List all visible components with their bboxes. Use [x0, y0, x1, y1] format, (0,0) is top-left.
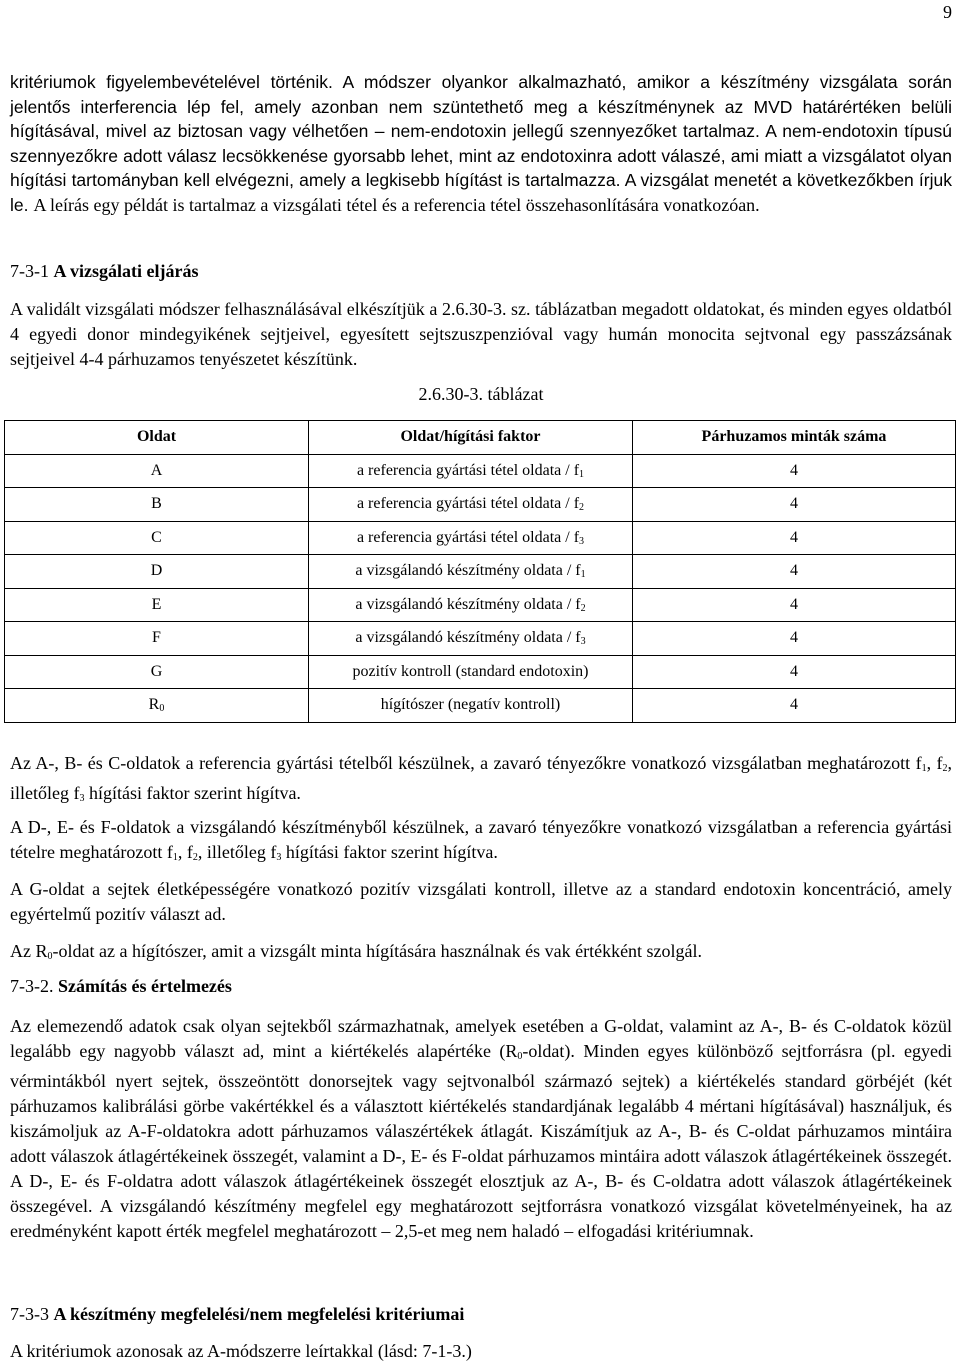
paragraph-abc-solutions: Az A-, B- és C-oldatok a referencia gyártási tételből készülnek, a zavaró tényezőkre vonatkozó vizsgálatban meghatározott $f_1$, $f_2$, illetőleg $f_3$ hígítási faktor szerint hígítva.: [10, 753, 953, 804]
cell-oldat: G: [5, 655, 309, 689]
table-row: [5, 555, 956, 589]
cell-count: 4: [633, 622, 956, 656]
cell-count: 4: [633, 521, 956, 555]
cell-oldat: C: [5, 521, 309, 555]
cell-desc: pozitív kontroll (standard endotoxin): [309, 655, 633, 689]
cell-count: 4: [633, 454, 956, 488]
cell-desc: a referencia gyártási tétel oldata / $f_2$: [309, 488, 633, 522]
page-number: 9: [943, 2, 952, 22]
header-replicates: Párhuzamos minták száma: [633, 421, 956, 455]
table-row: [5, 521, 956, 555]
cell-desc: a vizsgálandó készítmény oldata / $f_2$: [309, 588, 633, 622]
cell-oldat: D: [5, 555, 309, 589]
cell-desc: hígítószer (negatív kontroll): [309, 689, 633, 723]
section-heading-7-3-2: [10, 976, 232, 997]
table-row: [5, 488, 956, 522]
table-row: [5, 655, 956, 689]
cell-desc: a vizsgálandó készítmény oldata / $f_1$: [309, 555, 633, 589]
section-heading-7-3-1: [10, 261, 198, 282]
intro-text-1: kritériumok figyelembevételével történik. A módszer olyankor alkalmazható, amikor a készítmény vizsgálata során jelentős interferencia lép fel, amely azonban nem szüntethető meg a készítménynek az MVD határértéken belüli hígításával, mivel az biztosan vagy vélhetően – nem-endotoxin jellegű szennyezőket tartalmaz. A nem-endotoxin típusú szennyezőkre adott válasz lecsökkenése gyorsabb lehet, mint az endotoxinra adott válaszé, ami miatt a vizsgálatot olyan hígítási tartományban kell elvégezni, amely a legkisebb hígítást is tartalmazza. A vizsgálat menetét a következőkben írjuk le.: [10, 72, 952, 215]
paragraph-r0-solution: Az $R_0$-oldat az a hígítószer, amit a vizsgált minta hígítására használnak és vak értékként szolgál.: [10, 941, 703, 962]
paragraph-7-3-1: A validált vizsgálati módszer felhasználásával elkészítjük a 2.6.30-3. sz. táblázatban megadott oldatokat, és minden egyes oldatból 4 egyedi donor mindegyikének sejtjeivel, egyesített sejtszuszpenzióval vagy humán monocita sejtvonal egy passzázsának sejtjeivel 4-4 párhuzamos tenyészetet készítünk.: [10, 299, 952, 369]
cell-desc: a vizsgálandó készítmény oldata / $f_3$: [309, 622, 633, 656]
paragraph-7-3-3: A kritériumok azonosak az A-módszerre leírtakkal (lásd: 7-1-3.): [10, 1341, 472, 1361]
intro-text-2: A leírás egy példát is tartalmaz a vizsgálati tétel és a referencia tétel összehasonlítására vonatkozóan.: [33, 194, 760, 215]
section-title: A készítmény megfelelési/nem megfelelési kritériumai: [53, 1304, 465, 1324]
table-header-row: [5, 421, 956, 455]
section-title: A vizsgálati eljárás: [53, 261, 199, 281]
cell-count: 4: [633, 655, 956, 689]
cell-oldat: F: [5, 622, 309, 656]
cell-count: 4: [633, 488, 956, 522]
paragraph-7-3-2: Az elemezendő adatok csak olyan sejtekből származhatnak, amelyek esetében a G-oldat, valamint az A-, B- és C-oldatok közül legalább egy nagyobb választ ad, mint a kiértékelés alapértéke $(R_0-oldat)$. Minden egyes különböző sejtforrásra (pl. egyedi vérmintákból nyert sejtek, összeöntött donorsejtek vagy sejtvonalból származó sejtek) a kiértékelés standard görbéjét (két párhuzamos kalibrálási görbe vakértékkel és a választott kiértékelés standardjának legalább 4 mértani hígításával) használjuk, és kiszámoljuk az A-F-oldatokra adott párhuzamos válaszértékek átlagát. Kiszámítjuk az A-, B- és C-oldat párhuzamos mintáira adott válaszok átlagértékeinek összegét, valamint a D-, E- és F-oldat párhuzamos mintáira adott válaszok átlagértékeinek összegét. A D-, E- és F-oldatra adott válaszok átlagértékeinek összegét elosztjuk az A-, B- és C-oldatra adott válaszok átlagértékeinek összegével. A vizsgálandó készítmény megfelel egy meghatározott sejtforrásra vonatkozó vizsgálat követelményeinek, ha az eredményként kapott érték megfelel meghatározott – 2,5-et meg nem haladó – elfogadási kritériumnak.: [10, 1016, 952, 1241]
header-oldat: Oldat: [5, 421, 309, 455]
table-row: [5, 454, 956, 488]
cell-oldat: E: [5, 588, 309, 622]
paragraph-def-solutions: A D-, E- és F-oldatok a vizsgálandó készítményből készülnek, a zavaró tényezőkre vonatkozó vizsgálatban a referencia gyártási tételre meghatározott $f_1$, $f_2$, illetőleg $f_3$ hígítási faktor szerint hígítva.: [10, 817, 952, 863]
intro-paragraph: [10, 70, 952, 218]
cell-oldat: $R_0$: [5, 689, 309, 723]
table-caption: 2.6.30-3. táblázat: [418, 384, 544, 404]
header-dilution: Oldat/hígítási faktor: [309, 421, 633, 455]
section-number: 7-3-3: [10, 1304, 49, 1324]
paragraph-g-solution: A G-oldat a sejtek életképességére vonatkozó pozitív vizsgálati kontroll, illetve az a standard endotoxin koncentráció, amely egyértelmű pozitív választ ad.: [10, 879, 952, 924]
cell-desc: a referencia gyártási tétel oldata / $f_1$: [309, 454, 633, 488]
table-row: [5, 622, 956, 656]
cell-oldat: B: [5, 488, 309, 522]
section-number: 7-3-2.: [10, 976, 54, 996]
cell-count: 4: [633, 555, 956, 589]
cell-count: 4: [633, 588, 956, 622]
table-row: [5, 689, 956, 723]
section-title: Számítás és értelmezés: [58, 976, 232, 996]
cell-desc: a referencia gyártási tétel oldata / $f_3$: [309, 521, 633, 555]
cell-oldat: A: [5, 454, 309, 488]
section-heading-7-3-3: [10, 1304, 464, 1325]
table-row: [5, 588, 956, 622]
cell-count: 4: [633, 689, 956, 723]
section-number: 7-3-1: [10, 261, 49, 281]
solutions-table: [4, 420, 956, 723]
